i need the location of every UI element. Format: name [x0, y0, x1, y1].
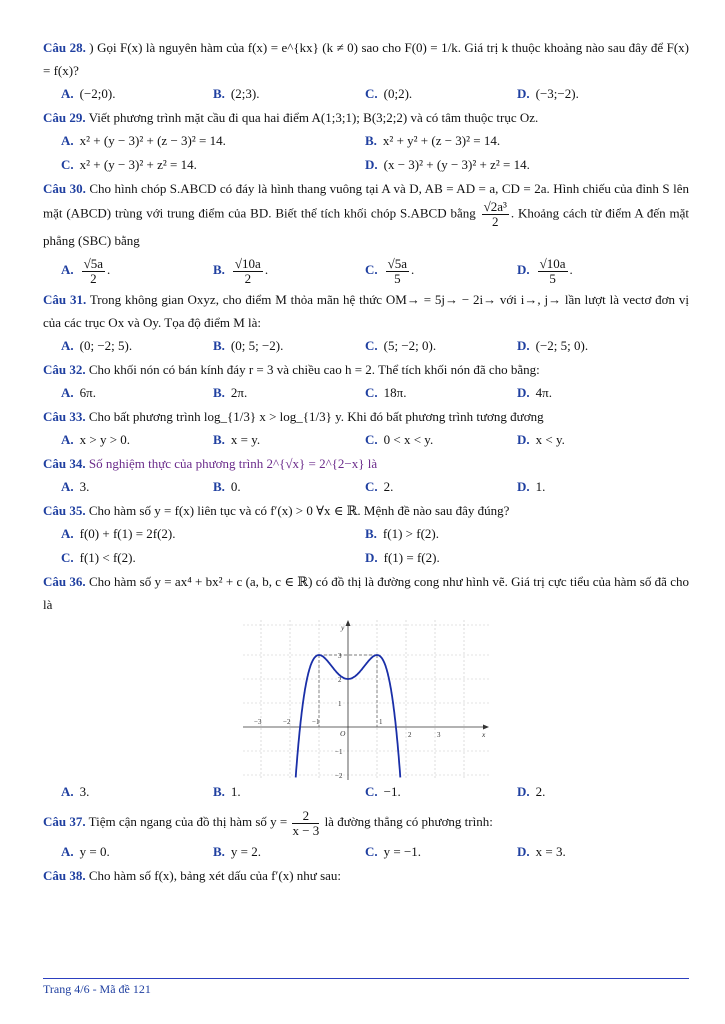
option-b: B. x² + y² + (z − 3)² = 14.	[365, 133, 501, 148]
question-33	[43, 405, 689, 452]
function-graph	[243, 620, 489, 780]
x-tick-label: 3	[437, 731, 441, 739]
option-b: B. (0; 5; −2).	[213, 338, 284, 353]
question-stem: Cho hình chóp S.ABCD có đáy là hình thang vuông tại A và D, AB = AD = a, CD = 2a. Hình chiếu của đỉnh S lên mặt (ABCD) trùng với trung điểm của BD. Biết thể tích khối chóp S.ABCD bằng	[43, 181, 689, 221]
option-b: B. y = 2.	[213, 844, 262, 859]
option-d: D. (−3;−2).	[517, 86, 579, 101]
x-axis-label: x	[482, 730, 486, 739]
option-b: B. 2π.	[213, 385, 248, 400]
option-c: C. 18π.	[365, 385, 407, 400]
option-c: C. −1.	[365, 784, 401, 799]
option-c: C. f(1) < f(2).	[61, 550, 136, 565]
x-tick-label: 1	[379, 718, 383, 726]
y-axis-arrow	[346, 620, 351, 626]
question-stem: Cho hàm số y = ax⁴ + bx² + c (a, b, c ∈ ℝ) có đồ thị là đường cong như hình vẽ. Giá trị cực tiểu của hàm số đã cho là	[43, 574, 689, 612]
question-label: Câu 32.	[43, 362, 86, 377]
function-fraction: $\frac{2}{x - 3}$	[292, 807, 320, 838]
question-label: Câu 31.	[43, 292, 87, 307]
question-30	[43, 177, 689, 288]
question-31	[43, 288, 689, 358]
option-a: A. 3.	[61, 784, 90, 799]
option-d: D. (−2; 5; 0).	[517, 338, 589, 353]
x-axis-arrow	[483, 725, 489, 730]
option-a: A. (0; −2; 5).	[61, 338, 133, 353]
x-tick-label: −1	[312, 718, 320, 726]
y-tick-label: 3	[338, 652, 342, 660]
options-row	[43, 840, 689, 864]
page-footer	[43, 978, 689, 997]
x-tick-label: −3	[254, 718, 262, 726]
question-stem: Cho hàm số y = f(x) liên tục và có f′(x) > 0 ∀x ∈ ℝ. Mệnh đề nào sau đây đúng?	[88, 503, 510, 518]
question-38	[43, 864, 689, 887]
option-b: B. (2;3).	[213, 86, 260, 101]
option-b: B. f(1) > f(2).	[365, 526, 439, 541]
question-stem: Tiệm cận ngang của đồ thị hàm số y =	[88, 814, 288, 829]
options-row	[43, 82, 689, 106]
options-row	[43, 475, 689, 499]
option-c: C. y = −1.	[365, 844, 422, 859]
option-a: A. 6π.	[61, 385, 96, 400]
options-row	[43, 129, 689, 153]
question-stem: Cho khối nón có bán kính đáy r = 3 và chiều cao h = 2. Thể tích khối nón đã cho bằng:	[88, 362, 540, 377]
question-stem: Cho bất phương trình log_{1/3} x > log_{1/3} y. Khi đó bất phương trình tương đương	[88, 409, 544, 424]
y-tick-label: −1	[335, 748, 343, 756]
question-stem-continued: . Khoảng cách từ điểm A đến mặt phẳng (SBC) bằng	[43, 205, 689, 248]
origin-label: O	[340, 729, 346, 738]
options-row	[43, 428, 689, 452]
options-row	[43, 546, 689, 570]
y-tick-label: −2	[335, 772, 343, 780]
question-stem: Trong không gian Oxyz, cho điểm M thỏa mãn hệ thức OM→ = 5j→ − 2i→ với i→, j→ lần lượt là vectơ đơn vị của các trục Ox và Oy. Tọa độ điểm M là:	[43, 292, 690, 330]
question-stem: Viết phương trình mặt cầu đi qua hai điểm A(1;3;1); B(3;2;2) và có tâm thuộc trục Oz.	[88, 110, 539, 125]
question-label: Câu 37.	[43, 814, 86, 829]
option-c: C. 2.	[365, 479, 394, 494]
option-b: B. x = y.	[213, 432, 261, 447]
option-d: D. f(1) = f(2).	[365, 550, 440, 565]
option-a: A. x² + (y − 3)² + (z − 3)² = 14.	[61, 133, 226, 148]
question-37	[43, 804, 689, 864]
option-a: A. y = 0.	[61, 844, 110, 859]
question-36	[43, 570, 689, 804]
question-label: Câu 28.	[43, 40, 86, 55]
y-tick-label: 1	[338, 700, 342, 708]
option-d: D. 2.	[517, 784, 546, 799]
question-label: Câu 35.	[43, 503, 86, 518]
option-d: D. x = 3.	[517, 844, 566, 859]
y-axis-label: y	[341, 623, 345, 632]
question-label: Câu 36.	[43, 574, 86, 589]
question-35	[43, 499, 689, 570]
question-label: Câu 34.	[43, 456, 86, 471]
option-d: D. 4π.	[517, 385, 552, 400]
option-a: A. f(0) + f(1) = 2f(2).	[61, 526, 176, 541]
options-row	[43, 381, 689, 405]
option-d: D. (x − 3)² + (y − 3)² + z² = 14.	[365, 157, 530, 172]
options-row	[43, 153, 689, 177]
question-29	[43, 106, 689, 177]
y-tick-label: 2	[338, 676, 342, 684]
question-28	[43, 36, 689, 106]
option-a: A. (−2;0).	[61, 86, 116, 101]
option-d: D. x < y.	[517, 432, 565, 447]
option-a: A. $\frac{√5a}{2}$ .	[61, 255, 111, 286]
question-label: Câu 29.	[43, 110, 86, 125]
x-tick-label: −2	[283, 718, 291, 726]
question-stem: ) Gọi F(x) là nguyên hàm của f(x) = e^{kx} (k ≠ 0) sao cho F(0) = 1/k. Giá trị k thuộc khoảng nào sau đây để F(x) = f(x)?	[43, 40, 690, 78]
exam-page	[43, 36, 689, 887]
options-row	[43, 780, 689, 804]
options-row	[43, 334, 689, 358]
option-c: C. (5; −2; 0).	[365, 338, 437, 353]
question-label: Câu 38.	[43, 868, 86, 883]
question-stem-continued: là đường thẳng có phương trình:	[324, 814, 493, 829]
x-tick-label: 2	[408, 731, 412, 739]
options-row	[43, 252, 689, 288]
question-32	[43, 358, 689, 405]
footer-text: Trang 4/6 - Mã đề 121	[43, 982, 151, 996]
option-a: A. x > y > 0.	[61, 432, 131, 447]
option-d: D. $\frac{√10a}{5}$ .	[517, 255, 573, 286]
option-b: B. 1.	[213, 784, 241, 799]
option-a: A. 3.	[61, 479, 90, 494]
question-stem: Cho hàm số f(x), bảng xét dấu của f′(x) như sau:	[88, 868, 342, 883]
volume-fraction: $\frac{\text{√2a³}}{2}$	[483, 199, 507, 229]
question-label: Câu 30.	[43, 181, 86, 196]
option-b: B. $\frac{√10a}{2}$ .	[213, 255, 269, 286]
grid	[243, 620, 489, 780]
option-c: C. (0;2).	[365, 86, 413, 101]
options-row	[43, 522, 689, 546]
question-stem: Số nghiệm thực của phương trình 2^{√x} = 2^{2−x} là	[88, 456, 378, 471]
option-c: C. 0 < x < y.	[365, 432, 434, 447]
question-label: Câu 33.	[43, 409, 86, 424]
option-c: C. $\frac{√5a}{5}$ .	[365, 255, 415, 286]
option-b: B. 0.	[213, 479, 241, 494]
option-c: C. x² + (y − 3)² + z² = 14.	[61, 157, 197, 172]
option-d: D. 1.	[517, 479, 546, 494]
question-34	[43, 452, 689, 499]
